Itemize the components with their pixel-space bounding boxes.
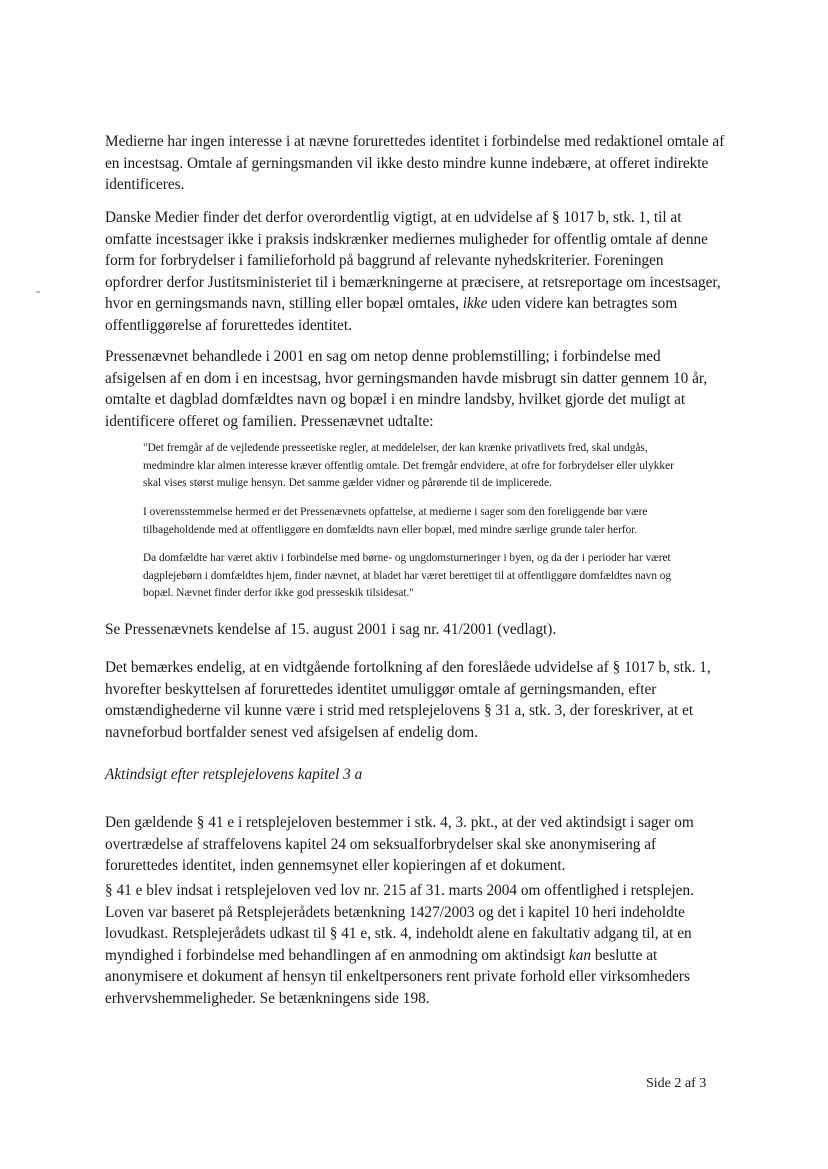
paragraph-text: Danske Medier finder det derfor overordentlig vigtigt, at en udvidelse af § 1017 b, stk. 1, til at omfatte incestsager ikke i praksis indskrænker mediernes muligheder for offentlig omtale af denne form for forbrydelser i familieforhold på baggrund af relevante nyhedskriterier. Foreningen opfordrer derfor Justitsministeriet til i bemærkningerne at præcisere, at retsreportage om incestsager, hvor en gerningsmands navn, stilling eller bopæl omtales,	[105, 209, 721, 312]
paragraph-current-law: Den gældende § 41 e i retsplejeloven bestemmer i stk. 4, 3. pkt., at der ved aktindsigt i sager om overtrædelse af straffelovens kapitel 24 om seksualforbrydelser skal ske anonymisering af forurettedes identitet, inden gennemsynet eller kopieringen af et dokument.	[105, 814, 694, 874]
quote-paragraph: Da domfældte har været aktiv i forbindelse med børne- og ungdomsturneringer i byen, og da der i perioder har været dagplejebørn i domfældtes hjem, finder nævnet, at bladet har været berettiget til at offentliggøre domfældtes navn og bopæl. Nævnet finder derfor ikke god presseskik tilsidesat."	[143, 552, 672, 600]
paragraph-text: beslutte at anonymisere et dokument af hensyn til enkeltpersoners rent private forhold eller virksomheders erhvervshemmeligheder. Se betænkningens side 198.	[105, 946, 690, 1007]
paragraph-history	[105, 880, 725, 1009]
paragraph-text: § 41 e blev indsat i retsplejeloven ved lov nr. 215 af 31. marts 2004 om offentlighed i retsplejen. Loven var baseret på Retsplejerådets betænkning 1427/2003 og det i kapitel 10 heri indeholdte lovudkast. Retsplejerådets udkast til § 41 e, stk. 4, indeholdt alene en fakultativ adgang til, at en myndighed i forbindelse med behandlingen af en anmodning om aktindsigt	[105, 882, 694, 964]
emphasis-text: ikke	[462, 295, 488, 312]
paragraph-interpretation: Det bemærkes endelig, at en vidtgående fortolkning af den foreslåede udvidelse af § 1017 b, stk. 1, hvorefter beskyttelsen af forurettedes identitet umuliggør omtale af gerningsmanden, efter omstændighederne vil kunne være i strid med retsplejelovens § 31 a, stk. 3, der foreskriver, at et navneforbud bortfalder senest ved afsigelsen af endelig dom.	[105, 659, 711, 741]
scan-mark	[36, 291, 40, 293]
paragraph-media-interest: Medierne har ingen interesse i at nævne forurettedes identitet i forbindelse med redaktionel omtale af en incestsag. Omtale af gerningsmanden vil ikke desto mindre kunne indebære, at offeret indirekte identificeres.	[105, 133, 725, 193]
paragraph-danske-medier	[105, 207, 725, 336]
paragraph-pressenaevnet: Pressenævnet behandlede i 2001 en sag om netop denne problemstilling; i forbindelse med afsigelsen af en dom i en incestsag, hvor gerningsmanden havde misbrugt sin datter gennem 10 år, omtalte et dagblad domfældtes navn og bopæl i en mindre landsby, hvilket gjorde det muligt at identificere offeret og familien. Pressenævnet udtalte:	[105, 348, 708, 430]
quote-paragraph: I overensstemmelse hermed er det Pressenævnets opfattelse, at medierne i sager som den foreliggende bør være tilbageholdende med at offentliggøre en domfældts navn eller bopæl, med mindre særlige grunde taler herfor.	[143, 506, 648, 536]
quote-paragraph: "Det fremgår af de vejledende presseetiske regler, at meddelelser, der kan krænke privatlivets fred, skal undgås, medmindre klar almen interesse kræver offentlig omtale. Det fremgår endvidere, at ofre for forbrydelser eller ulykker skal vises størst mulige hensyn. Det samme gælder vidner og pårørende til de implicerede.	[143, 442, 674, 490]
paragraph-reference: Se Pressenævnets kendelse af 15. august 2001 i sag nr. 41/2001 (vedlagt).	[105, 621, 557, 638]
paragraph-text: uden videre kan betragtes som offentliggørelse af forurettedes identitet.	[105, 295, 678, 334]
emphasis-text: kan	[568, 946, 592, 964]
section-heading: Aktindsigt efter retsplejelovens kapitel 3 a	[105, 766, 363, 783]
page-number: Side 2 af 3	[646, 1076, 707, 1091]
